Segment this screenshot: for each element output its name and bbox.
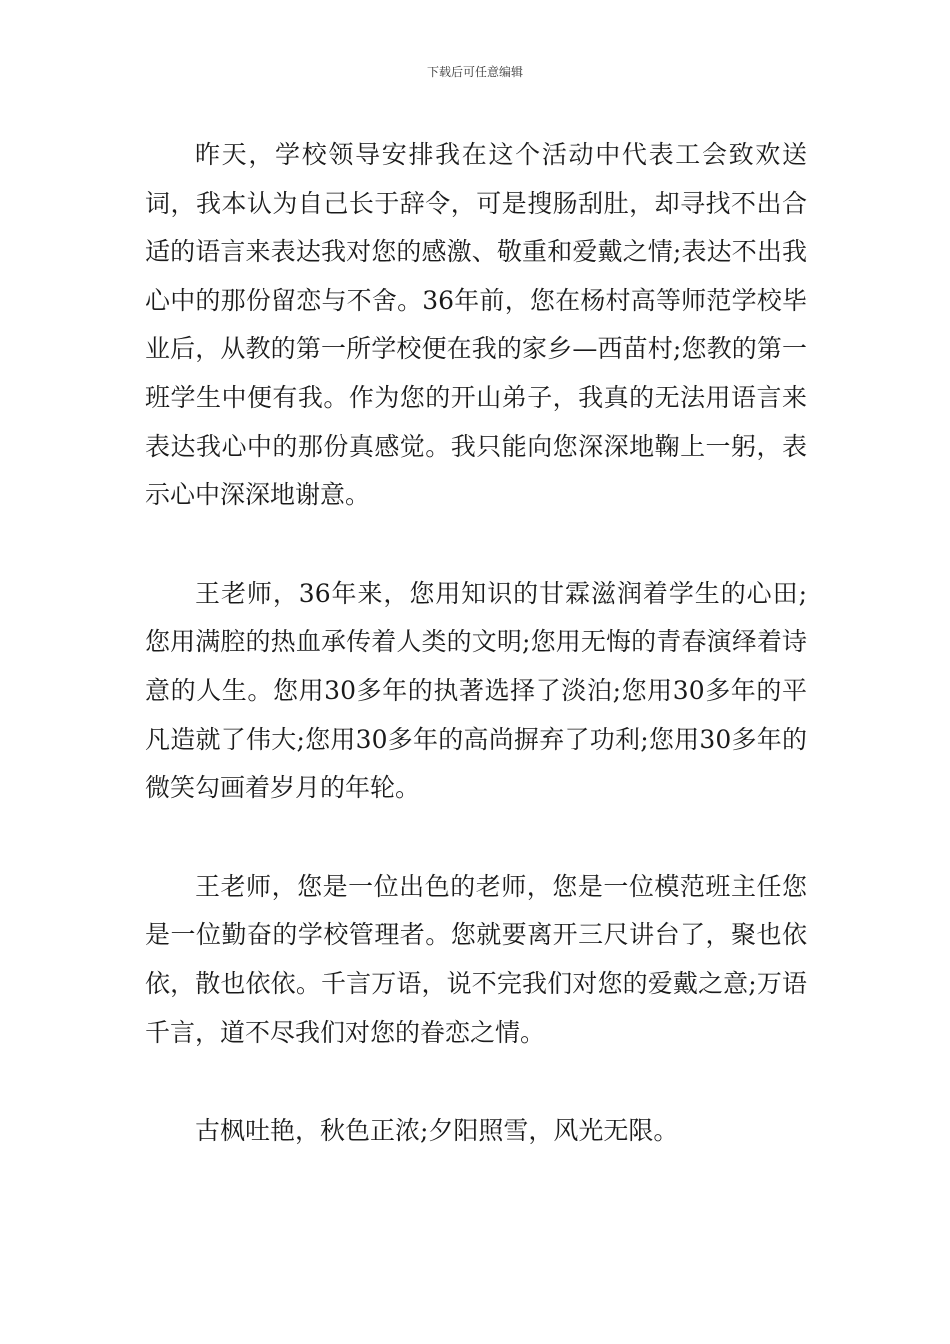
paragraph-3: 王老师，您是一位出色的老师，您是一位模范班主任您是一位勤奋的学校管理者。您就要离开三尺讲台了，聚也依依，散也依依。千言万语，说不完我们对您的爱戴之意;万语千言，道不尽我们对您的眷恋之情。 <box>145 871 807 1047</box>
paragraph-2: 王老师，36年来，您用知识的甘霖滋润着学生的心田;您用满腔的热血承传着人类的文明;您用无悔的青春演绎着诗意的人生。您用30多年的执著选择了淡泊;您用30多年的平凡造就了伟大;您用30多年的高尚摒弃了功利;您用30多年的微笑勾画着岁月的年轮。 <box>145 578 807 803</box>
page-header-note: 下载后可任意编辑 <box>426 65 523 79</box>
paragraph-1: 昨天，学校领导安排我在这个活动中代表工会致欢送词，我本认为自己长于辞令，可是搜肠刮肚，却寻找不出合适的语言来表达我对您的感激、敬重和爱戴之情;表达不出我心中的那份留恋与不舍。36年前，您在杨村高等师范学校毕业后，从教的第一所学校便在我的家乡—西苗村;您教的第一班学生中便有我。作为您的开山弟子，我真的无法用语言来表达我心中的那份真感觉。我只能向您深深地鞠上一躬，表示心中深深地谢意。 <box>145 140 807 510</box>
document-body <box>145 131 807 1206</box>
paragraph-4: 古枫吐艳，秋色正浓;夕阳照雪，风光无限。 <box>195 1116 679 1146</box>
